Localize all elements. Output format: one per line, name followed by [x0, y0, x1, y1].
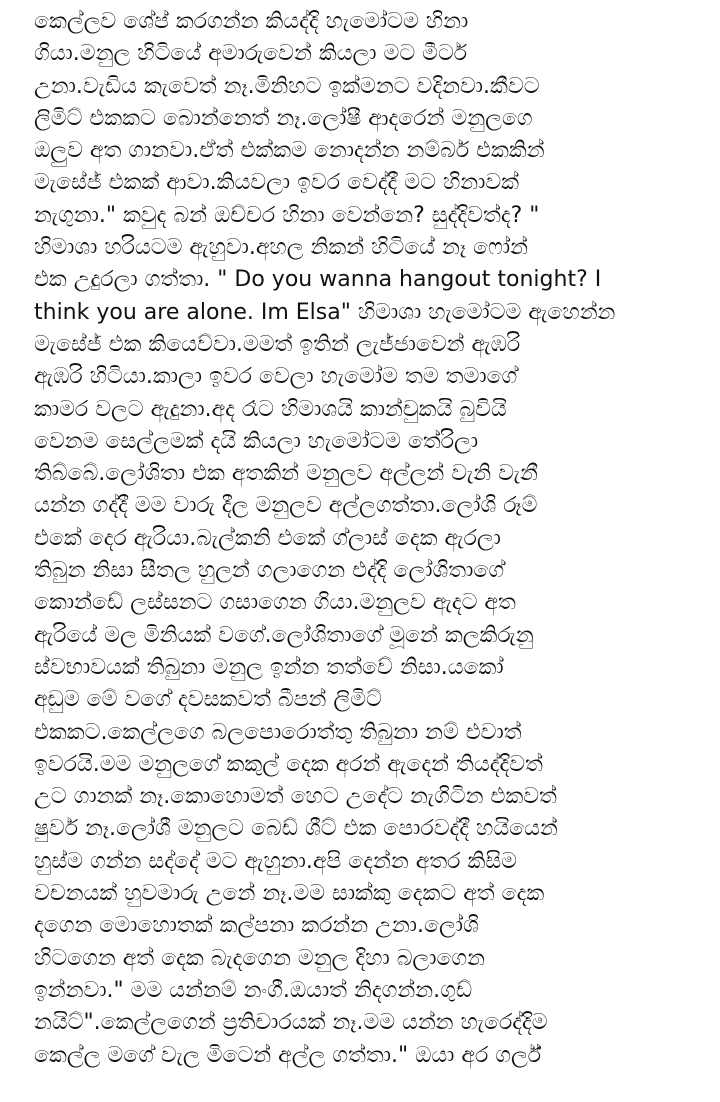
text-line: උට ගානක් නෑ.කොහොමත් හෙට උදේට නැගිටින එකවත් — [34, 784, 557, 810]
text-line: නයිට්".කෙල්ලගෙන් ප්‍රතිචාරයක් නෑ.මම යන්න හැරෙද්දිම — [34, 1010, 548, 1036]
text-line: ගියා.මනුල හිටියේ අමාරුවෙන් කියලා මට මීටර් — [34, 41, 468, 67]
text-line: එක උදුරලා ගත්තා. " Do you wanna hangout tonight? I — [34, 267, 602, 293]
text-line: මැසේජ් එකක් ආවා.කියවලා ඉවර වෙද්දී මට හිනාවක් — [34, 170, 520, 196]
text-line: ඇඹරි හිටියා.කාලා ඉවර වෙලා හැමෝම තම තමාගේ — [34, 364, 518, 390]
text-line: උනා.වැඩිය කැවෙත් නෑ.මිනිහට ඉක්මනට වදිනවා.කීවට — [34, 73, 540, 99]
text-line: දගෙන මොහොතක් කල්පනා කරන්න උනා.ලෝශි — [34, 913, 479, 939]
text-line: ලිමිට් එකකට බොන්නෙත් නෑ.ලෝෂී ආදරෙන් මනුලගෙ — [34, 105, 533, 131]
text-line: තිබුන නිසා සීතල හුලන් ගලාගෙන එද්දි ලෝශිතාගේ — [34, 558, 505, 584]
text-line: ෂුවර් නෑ.ලෝශී මනුලට බෙඩ් ශීට් එක පොරවද්දී හයියෙන් — [34, 816, 558, 842]
text-line: ස්වභාවයක් තිබුනා මනුල ඉන්න තත්වේ නිසා.යකෝ — [34, 654, 504, 680]
document-page — [34, 6, 694, 1098]
text-line: කාමර වලට ඇදුනා.අද රෑට හිමාශයි කාන්චුකයි බුවියි — [34, 396, 507, 422]
text-line: මැසේජ් එක කියෙව්වා.මමත් ඉතින් ලැජ්ජාවෙන් ඇඹරි — [34, 331, 521, 357]
text-line: එකේ දෙර ඇරියා.බැල්කනි එකේ ග්ලාස් දෙක ඇරලා — [34, 525, 501, 551]
text-line: think you are alone. Im Elsa" හිමාශා හැමෝටම ඇහෙන්න — [34, 299, 616, 325]
story-text-body — [34, 6, 694, 1072]
text-line: යන්න ගද්දී මම වාරු දීල මනුලව අල්ලගත්තා.ලෝශි රූම් — [34, 493, 538, 519]
text-line: වෙනම සෙල්ලමක් දයි කියලා හැමෝටම තේරිලා — [34, 428, 479, 454]
text-line: එකකට.කෙල්ලගෙ බලපොරොත්තු තිබුනා නම් එවාත් — [34, 719, 522, 745]
text-line: අඩුම මේ වගේ දවසකවත් බීපන් ලිමිට් — [34, 687, 382, 713]
text-line: ඉවරයි.මම මනුලගේ කකුල් දෙක අරන් ඇදෙන් තියද්දිවත් — [34, 751, 543, 777]
text-line: හිමාශා හරියටම ඇහුවා.අහල නිකන් හිටියේ නෑ ෆෝන් — [34, 235, 528, 261]
text-line: ඔලුව අත ගානවා.ඒත් එක්කම නොදන්න නම්බර් එකකින් — [34, 138, 545, 164]
text-line: කොන්ඩේ ලස්සනට ගසාගෙන ගියා.මනුලව ඇදට අත — [34, 590, 516, 616]
text-line: වචනයක් හුවමාරු උනේ නෑ.මම සාක්කු දෙකට අත් දෙක — [34, 881, 545, 907]
text-line: හිටගෙන අත් දෙක බැදගෙන මනුල දිහා බලාගෙන — [34, 945, 486, 971]
text-line: කෙල්ලව ශේප් කරගන්න කියද්දි හැමෝටම හිනා — [34, 9, 469, 34]
text-line: කෙල්ල මගේ වැල මිටෙන් අල්ල ගත්තා." ඔයා අර ගර්ල් — [34, 1042, 542, 1068]
text-line: ඉන්නවා." මම යන්නම් නංගී.ඔයාත් නිදගන්න.ගුඩ් — [34, 977, 473, 1003]
text-line: නැගුනා." කවුද බන් ඔච්චර හිනා වෙන්නෙ? සුද්දිවත්ද? " — [34, 202, 540, 228]
text-line: ඇරියේ මල මිනියක් වගේ.ලෝශිතාගේ මූනේ කලකිරුනු — [34, 622, 534, 648]
text-line: හුස්ම ගන්න සද්දේ මට ඇහුනා.අපි දෙන්න අතර කිසිම — [34, 848, 517, 874]
text-line: තිබ්බේ.ලෝශිතා එක අතකින් මනුලව අල්ලන් වැනි වැනී — [34, 461, 538, 487]
